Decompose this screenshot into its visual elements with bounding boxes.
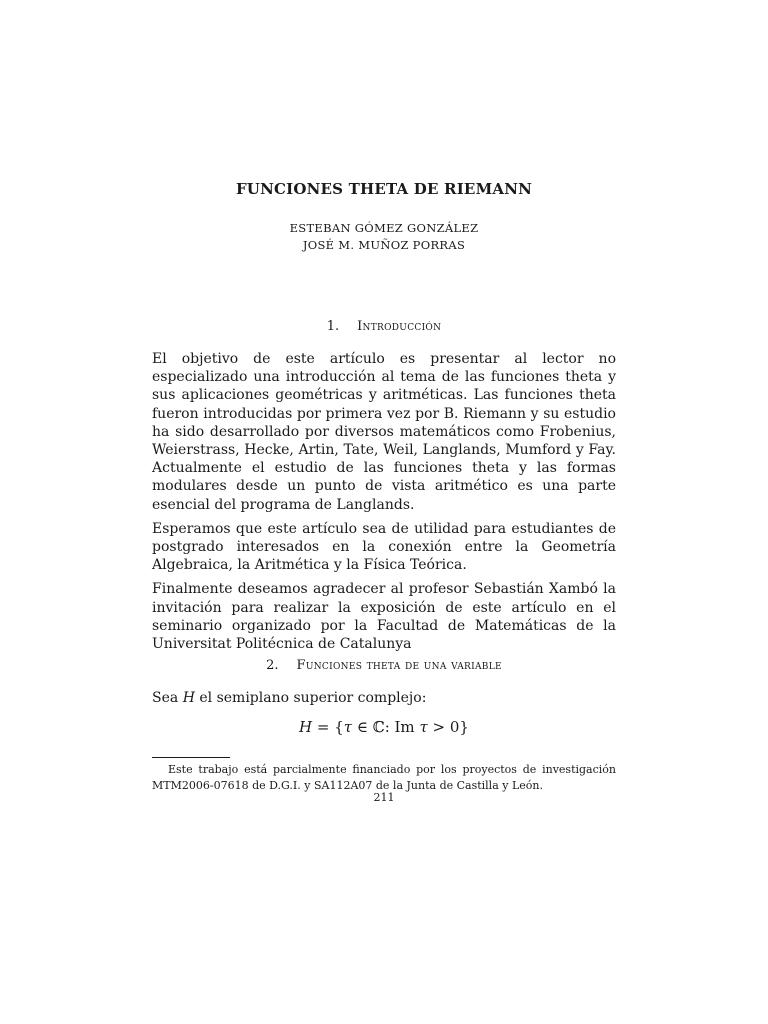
- section-2-intro: [152, 689, 616, 713]
- paragraph: [152, 689, 616, 707]
- footnote: Este trabajo está parcialmente financiado por los proyectos de investigación MTM2006-07618 de D.G.I. y SA112A07 de la Junta de Castilla y León.: [152, 763, 616, 792]
- section-title: Funciones theta de una variable: [296, 658, 502, 673]
- math-variable: H: [182, 690, 195, 706]
- paper-title: FUNCIONES THETA DE RIEMANN: [235, 180, 533, 198]
- section-title: Introducción: [357, 319, 442, 334]
- section-number: 1.: [326, 319, 340, 334]
- math-fragment: ∈ ℂ: Im: [352, 718, 420, 736]
- math-variable: τ: [419, 718, 428, 736]
- display-equation: [152, 718, 616, 736]
- math-fragment: > 0}: [427, 718, 469, 736]
- math-variable: H: [299, 718, 313, 736]
- math-fragment: = {: [312, 718, 344, 736]
- author-name: JOSÉ M. MUÑOZ PORRAS: [302, 238, 466, 252]
- paragraph: Esperamos que este artículo sea de utilidad para estudiantes de postgrado interesados en la conexión entre la Geometría Algebraica, la Aritmética y la Física Teórica.: [152, 520, 616, 574]
- section-heading-funciones-theta: [152, 658, 616, 673]
- section-heading-introduccion: [152, 319, 616, 334]
- text-fragment: el semiplano superior complejo:: [194, 690, 427, 706]
- math-variable: τ: [343, 718, 353, 736]
- paragraph: Finalmente deseamos agradecer al profesor Sebastián Xambó la invitación para realizar la exposición de este artículo en el seminario organizado por la Facultad de Matemáticas de la Universitat Politécnica de Catalunya: [152, 581, 616, 653]
- footnote-divider: [152, 757, 230, 758]
- author-name: ESTEBAN GÓMEZ GONZÁLEZ: [289, 221, 479, 235]
- page-number: 211: [373, 791, 395, 804]
- author-list: [152, 220, 616, 254]
- introduction-body: [152, 350, 616, 659]
- paragraph: El objetivo de este artículo es presentar al lector no especializado una introducción al tema de las funciones theta y sus aplicaciones geométricas y aritméticas. Las funciones theta fueron introducidas por primera vez por B. Riemann y su estudio ha sido desarrollado por diversos matemáticos como Frobenius, Weierstrass, Hecke, Artin, Tate, Weil, Langlands, Mumford y Fay. Actualmente el estudio de las funciones theta y las formas modulares desde un punto de vista aritmético es una parte esencial del programa de Langlands.: [152, 351, 616, 513]
- text-fragment: Sea: [152, 690, 183, 706]
- section-number: 2.: [266, 658, 279, 673]
